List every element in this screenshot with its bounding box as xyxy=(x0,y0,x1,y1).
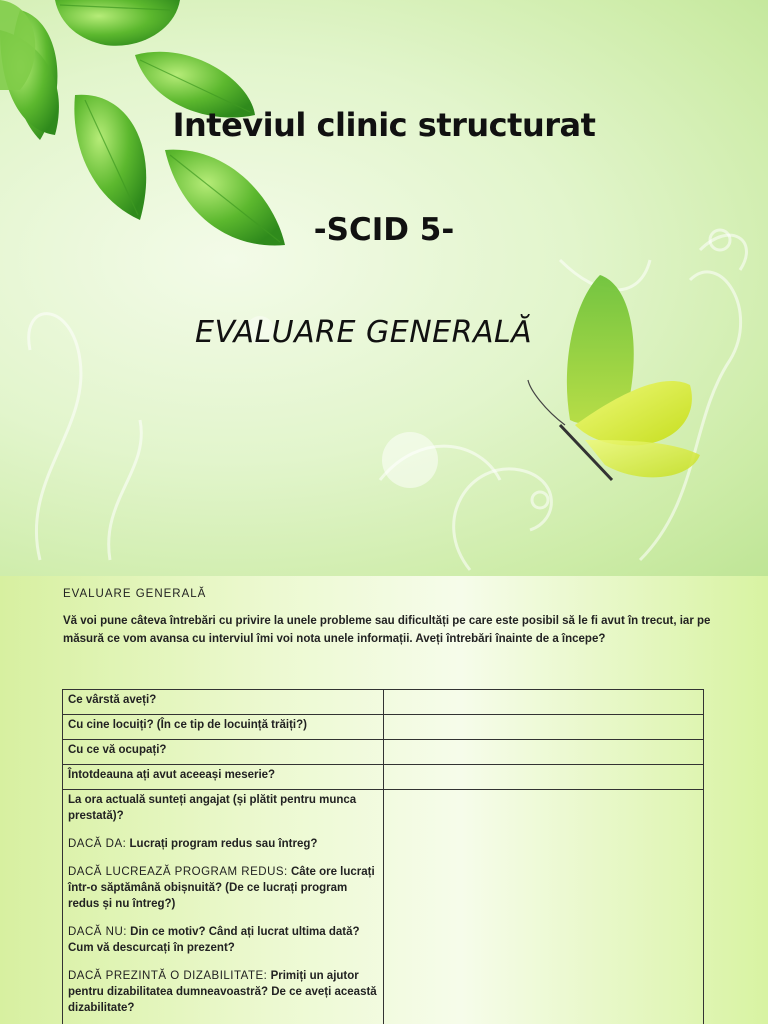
if-no-question xyxy=(68,924,379,956)
question-cell: Cu ce vă ocupați? xyxy=(63,740,384,765)
questions-table xyxy=(62,689,704,1024)
part-time-text: Câte ore lucrați într-o săptămână obișnuită? (De ce lucrați program redus și nu întreg?) xyxy=(68,866,375,910)
table-row xyxy=(63,765,704,790)
table-row xyxy=(63,690,704,715)
section-title: EVALUARE GENERALĂ xyxy=(195,315,533,350)
part-time-question xyxy=(68,864,379,912)
employment-question: La ora actuală sunteți angajat (și plătit pentru munca prestată)? xyxy=(68,794,357,822)
answer-cell[interactable] xyxy=(383,765,704,790)
question-cell: Cu cine locuiți? (În ce tip de locuință trăiți?) xyxy=(63,715,384,740)
question-cell: Ce vârstă aveți? xyxy=(63,690,384,715)
butterfly-illustration xyxy=(528,275,700,480)
question-cell: Întotdeauna ați avut aceeași meserie? xyxy=(63,765,384,790)
if-yes-lead: DACĂ DA: xyxy=(68,838,127,850)
disability-question xyxy=(68,968,379,1016)
if-yes-question xyxy=(68,836,379,852)
table-row xyxy=(63,740,704,765)
if-yes-text: Lucrați program redus sau întreg? xyxy=(126,838,318,850)
answer-cell[interactable] xyxy=(383,740,704,765)
if-no-lead: DACĂ NU: xyxy=(68,926,127,938)
answer-cell[interactable] xyxy=(383,715,704,740)
employment-question-cell xyxy=(63,790,384,1024)
content-slide xyxy=(0,576,768,1024)
part-time-lead: DACĂ LUCREAZĂ PROGRAM REDUS: xyxy=(68,866,288,878)
presentation-title: Inteviul clinic structurat xyxy=(172,106,596,144)
table-row xyxy=(63,790,704,1024)
answer-cell[interactable] xyxy=(383,790,704,1024)
presentation-subtitle: -SCID 5- xyxy=(313,212,455,248)
table-row xyxy=(63,715,704,740)
if-no-text: Din ce motiv? Când ați lucrat ultima dată? Cum vă descurcați în prezent? xyxy=(68,926,360,954)
slide-heading: EVALUARE GENERALĂ xyxy=(63,588,207,600)
intro-paragraph: Vă voi pune câteva întrebări cu privire la unele probleme sau dificultăți pe care este posibil să le fi avut în trecut, iar pe măsură ce vom avansa cu interviul îmi voi nota unele informații. Aveți întrebări înainte de a începe? xyxy=(63,615,711,645)
answer-cell[interactable] xyxy=(383,690,704,715)
disability-lead: DACĂ PREZINTĂ O DIZABILITATE: xyxy=(68,970,268,982)
disability-text: Primiți un ajutor pentru dizabilitatea dumneavoastră? De ce aveți această dizabilitate? xyxy=(68,970,377,1014)
